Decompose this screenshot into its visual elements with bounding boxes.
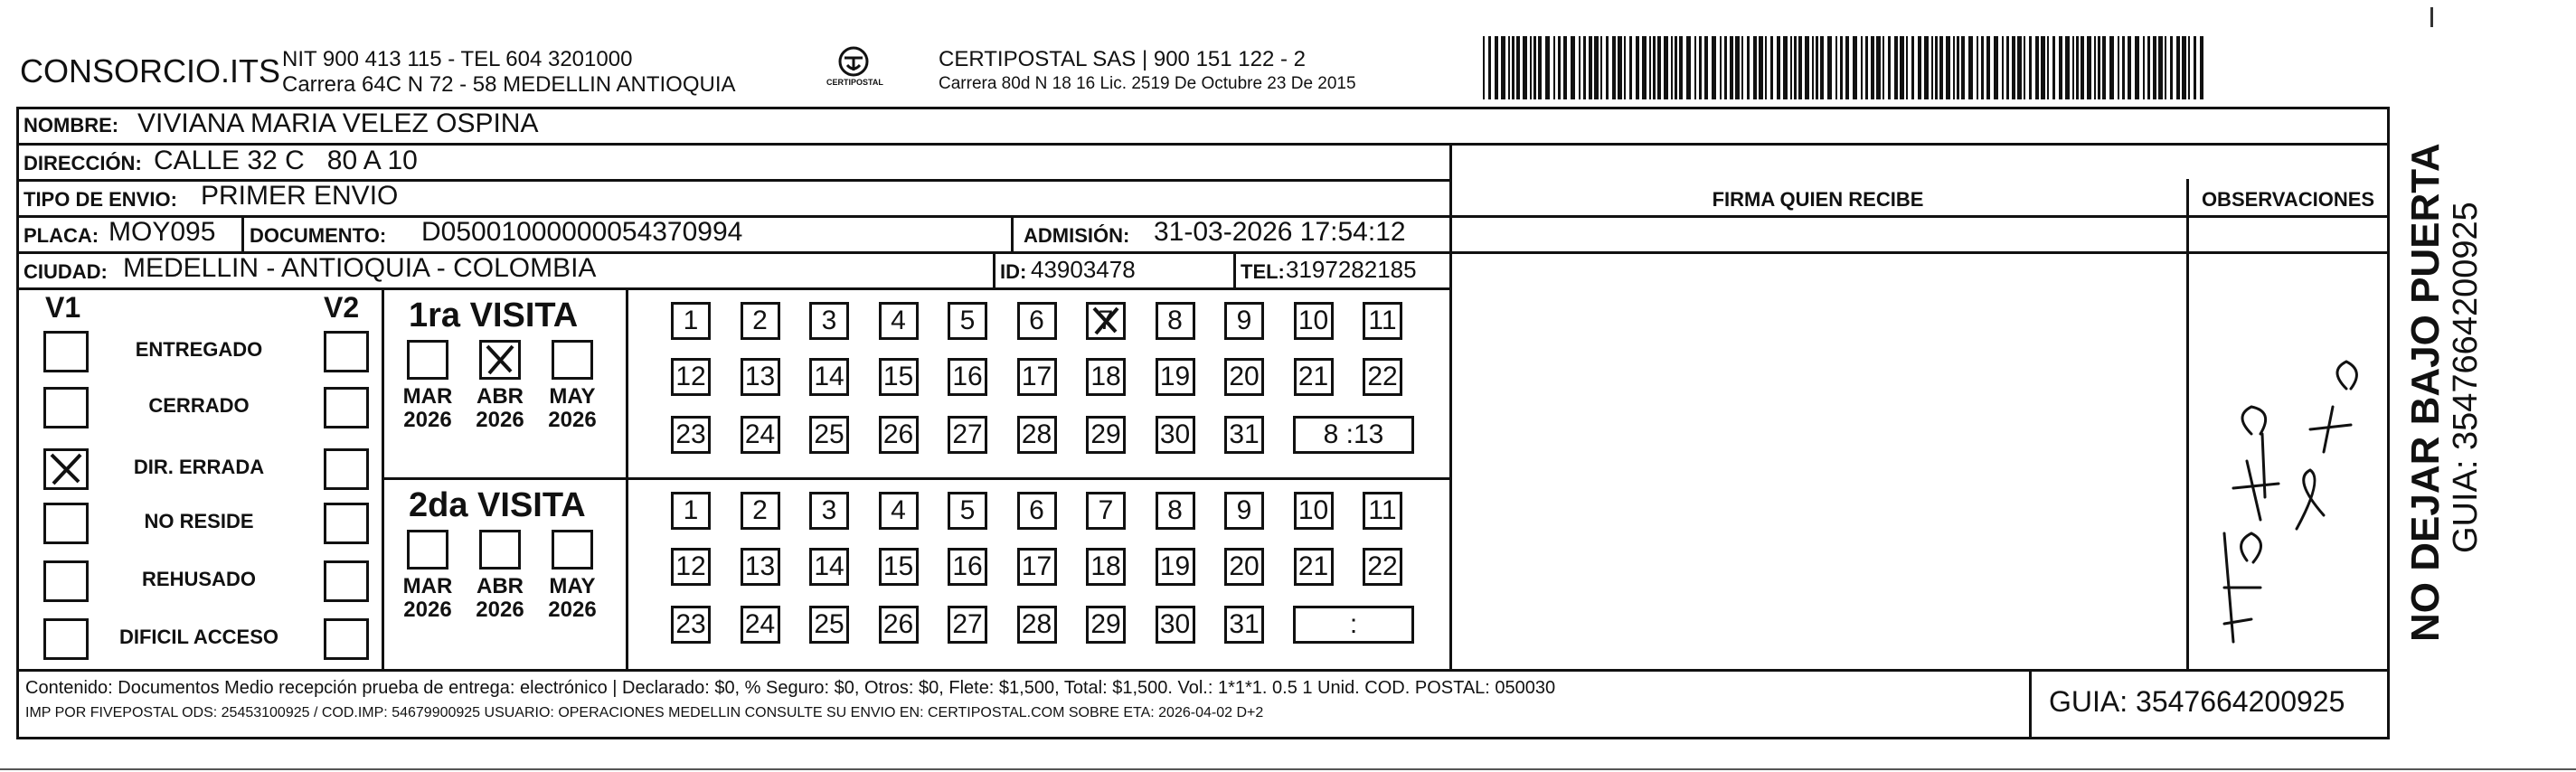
v1-label: V1: [45, 291, 81, 324]
visit2-day-box[interactable]: 1: [671, 492, 711, 530]
barcode-bar: [1530, 36, 1532, 99]
barcode-bar: [1553, 36, 1555, 99]
visit2-time-box[interactable]: :: [1293, 606, 1414, 644]
barcode-bar: [1777, 36, 1780, 99]
barcode-bar: [1606, 36, 1609, 99]
visit1-day-box[interactable]: 17: [1017, 358, 1057, 396]
visit1-month-checkbox[interactable]: [479, 340, 521, 380]
direccion-value: CALLE 32 C 80 A 10: [154, 146, 418, 175]
barcode-bar: [1911, 36, 1914, 99]
barcode-bar: [1694, 36, 1696, 99]
ciudad-value: MEDELLIN - ANTIOQUIA - COLOMBIA: [123, 253, 597, 283]
barcode-bar: [1741, 36, 1743, 99]
barcode-bar: [1894, 36, 1898, 99]
v1-checkbox[interactable]: [43, 387, 89, 428]
visit1-day-box[interactable]: 4: [879, 302, 919, 340]
col-divider: [993, 251, 995, 287]
v2-checkbox[interactable]: [324, 503, 369, 544]
barcode-bar: [1783, 36, 1788, 99]
barcode-bar: [1931, 36, 1933, 99]
barcode-bar: [1981, 36, 1984, 99]
barcode-bar: [1798, 36, 1802, 99]
barcode-bar: [1558, 36, 1561, 99]
barcode-bar: [1840, 36, 1843, 99]
barcode-bar: [1827, 36, 1832, 99]
direccion-label: DIRECCIÓN:: [24, 152, 142, 174]
barcode-bar: [1735, 36, 1740, 99]
barcode-bar: [1636, 36, 1639, 99]
barcode-bar: [1961, 36, 1965, 99]
barcode-bar: [1882, 36, 1884, 99]
barcode-bar: [1583, 36, 1586, 99]
barcode-bar: [1533, 36, 1536, 99]
barcode-bar: [2128, 36, 2131, 99]
col-divider: [1011, 215, 1014, 251]
visit1-day-box[interactable]: 12: [671, 358, 711, 396]
barcode-bar: [1939, 36, 1943, 99]
footer-imp: IMP POR FIVEPOSTAL ODS: 25453100925 / COD.IMP: 54679900925 USUARIO: OPERACIONES MEDELLIN CONSULTE SU ENVIO EN: CERTIPOSTAL.COM SOBRE ETA: 2026-04-02 D+2: [25, 705, 1264, 720]
visit2-day-box[interactable]: 11: [1363, 492, 1402, 530]
nombre-value: VIVIANA MARIA VELEZ OSPINA: [137, 108, 539, 138]
visit1-day-box[interactable]: 23: [671, 416, 711, 454]
barcode-bar: [2170, 36, 2173, 99]
barcode-bar: [2065, 36, 2070, 99]
visit2-day-box[interactable]: 10: [1294, 492, 1334, 530]
barcode-bar: [1759, 36, 1763, 99]
visit2-day-box[interactable]: 14: [809, 548, 849, 586]
v2-checkbox[interactable]: [324, 618, 369, 660]
visit2-day-box[interactable]: 22: [1363, 548, 1402, 586]
barcode-bar: [2087, 36, 2091, 99]
v2-checkbox[interactable]: [324, 448, 369, 490]
barcode-bar: [2041, 36, 2045, 99]
barcode-bar: [2072, 36, 2074, 99]
visit1-day-box[interactable]: 31: [1224, 416, 1264, 454]
visit1-day-box[interactable]: 18: [1086, 358, 1126, 396]
barcode-bar: [2143, 36, 2145, 99]
tipo-envio-label: TIPO DE ENVIO:: [24, 188, 177, 211]
row-divider: [16, 287, 1449, 290]
barcode-bar: [2081, 36, 2084, 99]
visit2-month-checkbox[interactable]: [552, 530, 593, 570]
visit1-day-box[interactable]: 13: [741, 358, 780, 396]
barcode-bar: [2024, 36, 2025, 99]
visit1-day-box[interactable]: 6: [1017, 302, 1057, 340]
barcode-bar: [1853, 36, 1857, 99]
barcode-bar: [1845, 36, 1849, 99]
visit2-month-label: MAY 2026: [548, 574, 597, 622]
visit2-day-box[interactable]: 16: [948, 548, 987, 586]
barcode-bar: [2098, 36, 2100, 99]
visit2-day-box[interactable]: 7: [1086, 492, 1126, 530]
visit1-day-box[interactable]: 9: [1224, 302, 1264, 340]
barcode-bar: [1730, 36, 1733, 99]
v1-checkbox[interactable]: [43, 448, 89, 490]
status-label: DIR. ERRADA: [133, 456, 265, 478]
visit1-day-box[interactable]: 3: [809, 302, 849, 340]
ciudad-label: CIUDAD:: [24, 260, 108, 283]
barcode-bar: [2147, 36, 2150, 99]
barcode-bar: [1953, 36, 1955, 99]
side-guia: GUIA: 3547664200925: [2447, 202, 2485, 553]
barcode-bar: [1649, 36, 1651, 99]
v1-checkbox[interactable]: [43, 618, 89, 660]
barcode-bar: [1994, 36, 1998, 99]
visit1-day-box[interactable]: 2: [741, 302, 780, 340]
visit1-day-box[interactable]: 24: [741, 416, 780, 454]
barcode-bar: [1977, 36, 1978, 99]
barcode-bar: [1835, 36, 1837, 99]
barcode-bar: [1918, 36, 1921, 99]
barcode-bar: [1753, 36, 1757, 99]
barcode-bar: [1724, 36, 1727, 99]
v2-label: V2: [324, 291, 360, 324]
barcode-bar: [2194, 36, 2196, 99]
placa-value: MOY095: [109, 217, 216, 247]
barcode-bar: [1765, 36, 1767, 99]
visit2-day-box[interactable]: 29: [1086, 606, 1126, 644]
barcode-bar: [2182, 36, 2186, 99]
visit1-day-box[interactable]: 5: [948, 302, 987, 340]
barcode-bar: [1816, 36, 1818, 99]
barcode-bar: [2002, 36, 2004, 99]
barcode-bar: [1871, 36, 1874, 99]
barcode-bar: [1720, 36, 1722, 99]
visit2-day-box[interactable]: 19: [1156, 548, 1195, 586]
barcode-bar: [1820, 36, 1824, 99]
barcode-bar: [1770, 36, 1773, 99]
documento-value: D05001000000054370994: [421, 217, 743, 247]
barcode-bar: [2188, 36, 2190, 99]
barcode-bar: [1545, 36, 1550, 99]
visit2-day-box[interactable]: 20: [1224, 548, 1264, 586]
visit2-day-box[interactable]: 25: [809, 606, 849, 644]
row-divider: [382, 477, 1449, 480]
visit2-day-box[interactable]: 17: [1017, 548, 1057, 586]
visit2-day-box[interactable]: 3: [809, 492, 849, 530]
firma-header: FIRMA QUIEN RECIBE: [1712, 188, 1924, 211]
barcode-bar: [1699, 36, 1702, 99]
visit2-title: 2da VISITA: [409, 486, 586, 524]
barcode-bar: [1946, 36, 1950, 99]
visit1-day-box[interactable]: 14: [809, 358, 849, 396]
barcode-bar: [1794, 36, 1797, 99]
col-divider: [2029, 669, 2032, 739]
barcode-bar: [1790, 36, 1792, 99]
admision-label: ADMISIÓN:: [1024, 224, 1130, 247]
barcode-bar: [1516, 36, 1520, 99]
barcode-bar: [1629, 36, 1632, 99]
barcode-bar: [1865, 36, 1868, 99]
visit2-day-box[interactable]: 5: [948, 492, 987, 530]
barcode-bar: [2076, 36, 2079, 99]
observaciones-header: OBSERVACIONES: [2201, 188, 2375, 211]
barcode-bar: [1600, 36, 1602, 99]
barcode-bar: [2059, 36, 2062, 99]
tipo-envio-value: PRIMER ENVIO: [201, 181, 399, 211]
certipostal-line: CERTIPOSTAL SAS | 900 151 122 - 2: [939, 47, 1306, 71]
barcode-bar: [2122, 36, 2125, 99]
barcode-bar: [1805, 36, 1809, 99]
barcode-bar: [1579, 36, 1581, 99]
v1-checkbox[interactable]: [43, 331, 89, 372]
visit1-day-box[interactable]: 8: [1156, 302, 1195, 340]
barcode-bar: [1671, 36, 1673, 99]
visit1-day-box[interactable]: 1: [671, 302, 711, 340]
visit2-day-box[interactable]: 6: [1017, 492, 1057, 530]
visit1-day-box[interactable]: 7: [1086, 302, 1126, 340]
barcode-bar: [1906, 36, 1908, 99]
barcode-bar: [1968, 36, 1973, 99]
barcode-bar: [1861, 36, 1863, 99]
corner-mark: [2430, 7, 2433, 27]
barcode-bar: [2102, 36, 2106, 99]
visit2-day-box[interactable]: 9: [1224, 492, 1264, 530]
barcode-bar: [1501, 36, 1505, 99]
placa-label: PLACA:: [24, 224, 99, 247]
visit2-month-label: ABR 2026: [476, 574, 524, 622]
status-label: ENTREGADO: [135, 338, 263, 361]
visit2-month-checkbox[interactable]: [479, 530, 521, 570]
barcode-bar: [1642, 36, 1647, 99]
barcode-bar: [1704, 36, 1708, 99]
v2-checkbox[interactable]: [324, 331, 369, 372]
nit-line: NIT 900 413 115 - TEL 604 3201000: [282, 47, 633, 71]
visit1-day-box[interactable]: 15: [879, 358, 919, 396]
barcode-bar: [1571, 36, 1575, 99]
tel-value: 3197282185: [1286, 256, 1417, 283]
v2-checkbox[interactable]: [324, 387, 369, 428]
status-label: DIFICIL ACCESO: [118, 626, 278, 648]
barcode-bar: [2017, 36, 2022, 99]
footer-contenido: Contenido: Documentos Medio recepción prueba de entrega: electrónico | Declarado: $0, % Seguro: $0, Otros: $0, Flete: $1,500, Total: $1,500. Vol.: 1*1*1. 0.5 1 Unid. COD. POSTAL: 050030: [25, 678, 1556, 698]
barcode-bar: [1712, 36, 1716, 99]
barcode: [1483, 36, 2212, 99]
handwritten-observation: [2197, 325, 2378, 651]
col-divider: [1449, 143, 1452, 669]
visit2-day-box[interactable]: 28: [1017, 606, 1057, 644]
barcode-bar: [1495, 36, 1498, 99]
barcode-bar: [1483, 36, 1485, 99]
visit1-day-box[interactable]: 11: [1363, 302, 1402, 340]
barcode-bar: [2006, 36, 2009, 99]
visit1-day-box[interactable]: 27: [948, 416, 987, 454]
certipostal-address: Carrera 80d N 18 16 Lic. 2519 De Octubre 23 De 2015: [939, 74, 1356, 93]
barcode-bar: [1488, 36, 1491, 99]
barcode-bar: [2052, 36, 2055, 99]
barcode-bar: [2200, 36, 2203, 99]
barcode-bar: [1618, 36, 1622, 99]
visit2-day-box[interactable]: 27: [948, 606, 987, 644]
visit1-time-box[interactable]: 8 :13: [1293, 416, 1414, 454]
visit1-month-label: MAY 2026: [548, 384, 597, 432]
visit2-month-checkbox[interactable]: [407, 530, 448, 570]
visit1-day-box[interactable]: 28: [1017, 416, 1057, 454]
barcode-bar: [1594, 36, 1599, 99]
barcode-bar: [1888, 36, 1891, 99]
visit2-day-box[interactable]: 21: [1294, 548, 1334, 586]
barcode-bar: [1935, 36, 1938, 99]
visit1-month-label: MAR 2026: [402, 384, 453, 432]
barcode-bar: [2176, 36, 2180, 99]
visit1-month-checkbox[interactable]: [407, 340, 448, 380]
address-line: Carrera 64C N 72 - 58 MEDELLIN ANTIOQUIA: [282, 72, 736, 97]
barcode-bar: [1508, 36, 1510, 99]
col-divider: [1233, 251, 1236, 287]
barcode-bar: [2153, 36, 2156, 99]
barcode-bar: [1900, 36, 1904, 99]
barcode-bar: [1589, 36, 1592, 99]
barcode-bar: [2094, 36, 2096, 99]
visit2-day-box[interactable]: 4: [879, 492, 919, 530]
barcode-bar: [1986, 36, 1990, 99]
page-bottom-line: [0, 768, 2576, 770]
logo-text: CERTIPOSTAL: [826, 78, 883, 87]
barcode-bar: [1686, 36, 1691, 99]
barcode-bar: [2135, 36, 2139, 99]
visit1-day-box[interactable]: 10: [1294, 302, 1334, 340]
barcode-bar: [1538, 36, 1542, 99]
visit1-month-checkbox[interactable]: [552, 340, 593, 380]
barcode-bar: [1624, 36, 1626, 99]
header: [0, 0, 2576, 108]
visit2-day-box[interactable]: 15: [879, 548, 919, 586]
visit2-day-box[interactable]: 31: [1224, 606, 1264, 644]
company-name: CONSORCIO.ITS: [20, 52, 281, 89]
visit1-day-box[interactable]: 20: [1224, 358, 1264, 396]
status-label: REHUSADO: [142, 568, 256, 590]
barcode-bar: [2035, 36, 2039, 99]
barcode-bar: [1747, 36, 1750, 99]
visit2-day-box[interactable]: 26: [879, 606, 919, 644]
visit2-day-box[interactable]: 30: [1156, 606, 1195, 644]
barcode-bar: [2109, 36, 2114, 99]
certipostal-logo-icon: [817, 45, 890, 99]
visit2-day-box[interactable]: 23: [671, 606, 711, 644]
visit1-day-box[interactable]: 19: [1156, 358, 1195, 396]
status-label: NO RESIDE: [144, 510, 254, 532]
col-divider: [2387, 107, 2390, 739]
visit1-day-box[interactable]: 25: [809, 416, 849, 454]
barcode-bar: [1653, 36, 1656, 99]
barcode-bar: [1924, 36, 1929, 99]
row-divider: [16, 669, 2390, 672]
barcode-bar: [1512, 36, 1514, 99]
barcode-bar: [1679, 36, 1683, 99]
v2-checkbox[interactable]: [324, 560, 369, 602]
visit2-day-box[interactable]: 2: [741, 492, 780, 530]
visit1-day-box[interactable]: 29: [1086, 416, 1126, 454]
col-divider: [2186, 179, 2189, 669]
footer-guia: GUIA: 3547664200925: [2049, 685, 2345, 718]
barcode-bar: [1563, 36, 1567, 99]
visit2-day-box[interactable]: 18: [1086, 548, 1126, 586]
barcode-bar: [1657, 36, 1661, 99]
v1-checkbox[interactable]: [43, 503, 89, 544]
id-label: ID:: [1000, 260, 1027, 283]
visit2-month-label: MAR 2026: [402, 574, 453, 622]
id-value: 43903478: [1031, 256, 1136, 283]
status-label: CERRADO: [148, 394, 250, 417]
visit1-day-box[interactable]: 16: [948, 358, 987, 396]
barcode-bar: [1664, 36, 1668, 99]
tel-label: TEL:: [1241, 260, 1285, 283]
visit1-day-box[interactable]: 21: [1294, 358, 1334, 396]
visit2-day-box[interactable]: 8: [1156, 492, 1195, 530]
barcode-bar: [2029, 36, 2032, 99]
visit1-day-box[interactable]: 30: [1156, 416, 1195, 454]
barcode-bar: [1523, 36, 1527, 99]
barcode-bar: [2165, 36, 2166, 99]
documento-label: DOCUMENTO:: [250, 224, 387, 247]
visit1-day-box[interactable]: 26: [879, 416, 919, 454]
barcode-bar: [1812, 36, 1814, 99]
barcode-bar: [2047, 36, 2049, 99]
admision-value: 31-03-2026 17:54:12: [1154, 217, 1406, 247]
barcode-bar: [1876, 36, 1881, 99]
visit1-day-box[interactable]: 22: [1363, 358, 1402, 396]
barcode-bar: [2012, 36, 2015, 99]
visit2-day-box[interactable]: 13: [741, 548, 780, 586]
col-divider: [241, 215, 244, 251]
v1-checkbox[interactable]: [43, 560, 89, 602]
nombre-label: NOMBRE:: [24, 114, 119, 137]
barcode-bar: [2158, 36, 2163, 99]
no-dejar-bajo-puerta: NO DEJAR BAJO PUERTA: [2403, 143, 2448, 642]
barcode-bar: [1957, 36, 1959, 99]
barcode-bar: [1612, 36, 1616, 99]
visit2-day-box[interactable]: 24: [741, 606, 780, 644]
visit1-title: 1ra VISITA: [409, 297, 579, 334]
barcode-bar: [2118, 36, 2119, 99]
visit2-day-box[interactable]: 12: [671, 548, 711, 586]
visit1-month-label: ABR 2026: [476, 384, 524, 432]
barcode-bar: [1675, 36, 1677, 99]
